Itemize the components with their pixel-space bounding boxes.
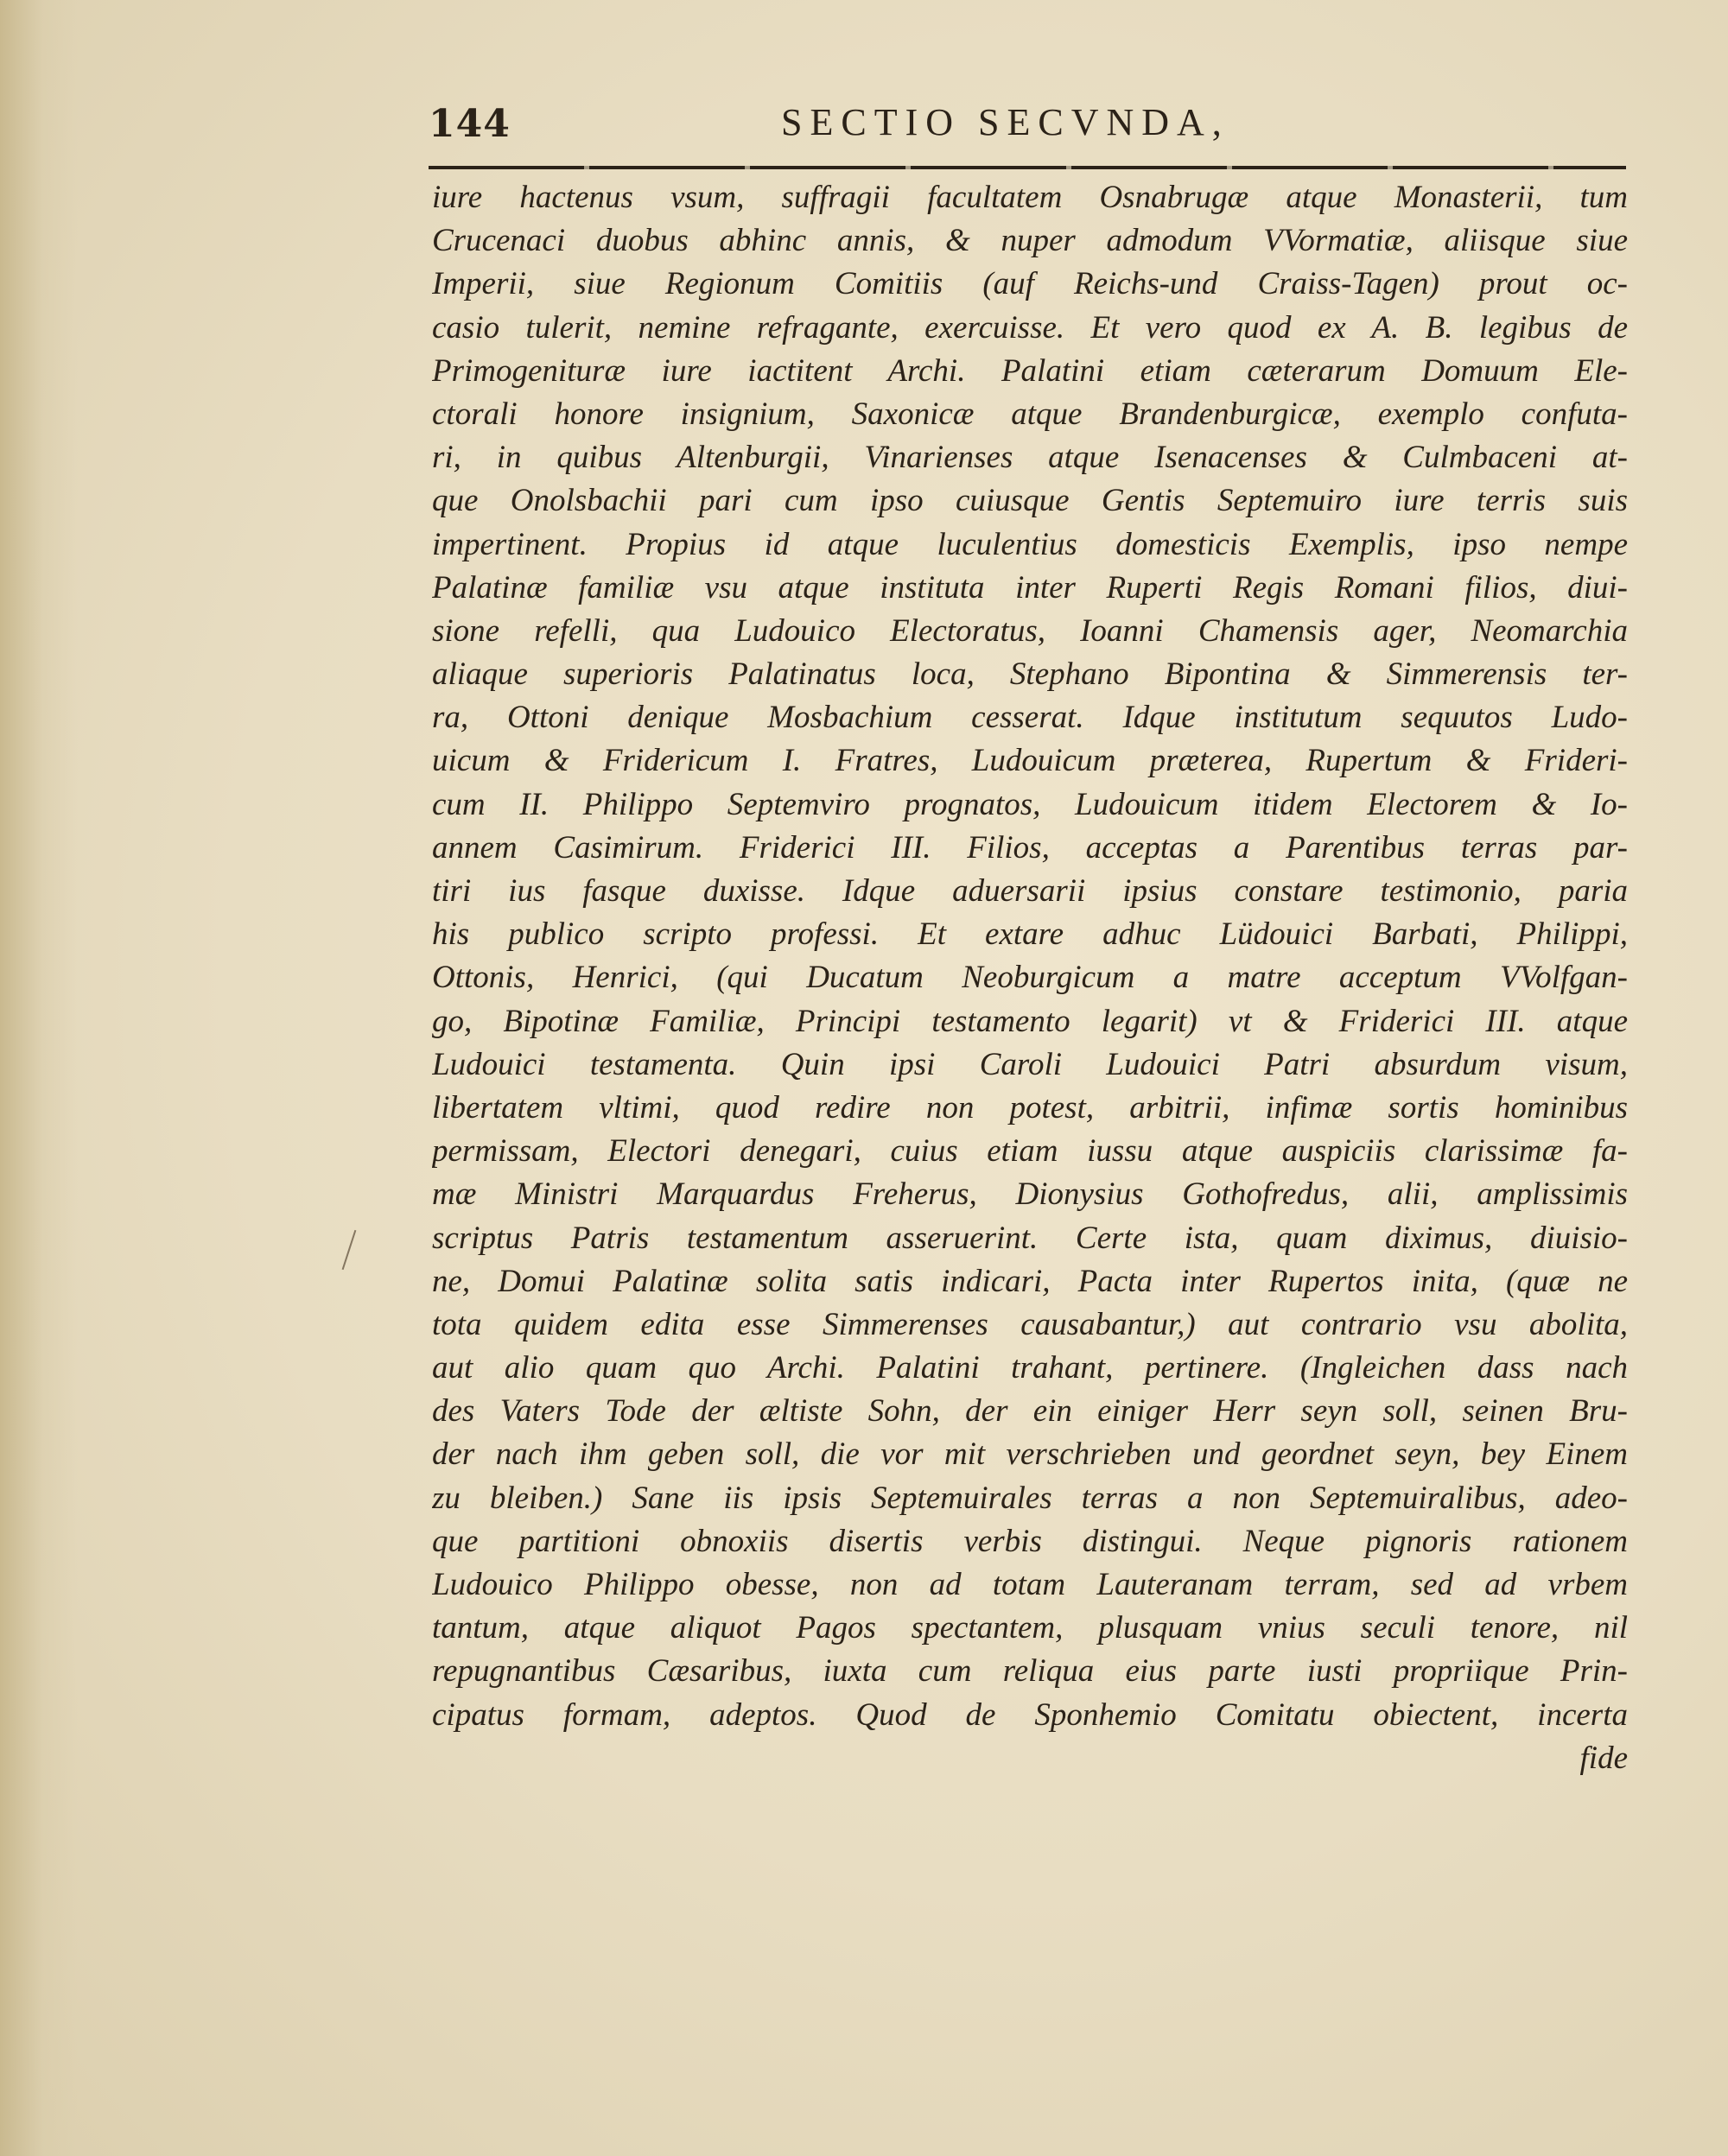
text-line: zu bleiben.) Sane iis ipsis Septemuirales terras a non Septemuiralibus, adeo- <box>432 1480 1628 1516</box>
text-line: Ottonis, Henrici, (qui Ducatum Neoburgicum a matre acceptum VVolfgan- <box>432 960 1628 996</box>
text-line: iure hactenus vsum, suffragii facultatem Osnabrugæ atque Monasterii, tum <box>432 180 1628 215</box>
text-line: libertatem vltimi, quod redire non potest, arbitrii, infimæ sortis hominibus <box>432 1089 1628 1126</box>
text-line: der nach ihm geben soll, die vor mit verschrieben und geordnet seyn, bey Einem <box>432 1436 1628 1473</box>
text-line: go, Bipotinæ Familiæ, Principi testamento legarit) vt & Friderici III. atque <box>432 1003 1628 1039</box>
text-line: ne, Domui Palatinæ solita satis indicari, Pacta inter Rupertos inita, (quæ ne <box>432 1263 1628 1299</box>
text-line: que partitioni obnoxiis disertis verbis distingui. Neque pignoris rationem <box>432 1523 1628 1559</box>
text-line: Crucenaci duobus abhinc annis, & nuper admodum VVormatiæ, aliisque siue <box>432 223 1628 259</box>
page-header <box>429 97 1626 149</box>
text-line: Ludouico Philippo obesse, non ad totam Lauteranam terram, sed ad vrbem <box>432 1567 1628 1602</box>
text-line: aut alio quam quo Archi. Palatini trahant, pertinere. (Ingleichen dass nach <box>432 1350 1628 1386</box>
text-line: cipatus formam, adeptos. Quod de Sponhemio Comitatu obiectent, incerta <box>432 1696 1628 1733</box>
gutter-shadow <box>0 0 78 2156</box>
text-line: tantum, atque aliquot Pagos spectantem, plusquam vnius seculi tenore, nil <box>432 1610 1628 1646</box>
catchword: fide <box>1579 1740 1628 1776</box>
text-line: Palatinæ familiæ vsu atque instituta inter Ruperti Regis Romani filios, diui- <box>432 569 1628 606</box>
text-line: annem Casimirum. Friderici III. Filios, acceptas a Parentibus terras par- <box>432 829 1628 866</box>
text-line: aliaque superioris Palatinatus loca, Stephano Bipontina & Simmerensis ter- <box>432 656 1628 693</box>
margin-mark <box>342 1230 357 1270</box>
text-line: mæ Ministri Marquardus Freherus, Dionysius Gothofredus, alii, amplissimis <box>432 1176 1628 1213</box>
text-line: permissam, Electori denegari, cuius etiam iussu atque auspiciis clarissimæ fa- <box>432 1133 1628 1170</box>
body-text <box>432 176 1628 1780</box>
text-line: casio tulerit, nemine refragante, exercuisse. Et vero quod ex A. B. legibus de <box>432 309 1628 346</box>
text-line: repugnantibus Cæsaribus, iuxta cum reliqua eius parte iusti propriique Prin- <box>432 1653 1628 1690</box>
text-line: ra, Ottoni denique Mosbachium cesserat. Idque institutum sequutos Ludo- <box>432 700 1628 736</box>
text-line: des Vaters Tode der æltiste Sohn, der ein einiger Herr seyn soll, seinen Bru- <box>432 1393 1628 1430</box>
page-number: 144 <box>429 102 511 146</box>
text-line: cum II. Philippo Septemviro prognatos, Ludouicum itidem Electorem & Io- <box>432 786 1628 822</box>
text-line: ri, in quibus Altenburgii, Vinarienses atque Isenacenses & Culmbaceni at- <box>432 440 1628 476</box>
text-line: ctorali honore insignium, Saxonicæ atque Brandenburgicæ, exemplo confuta- <box>432 396 1628 432</box>
text-line: que Onolsbachii pari cum ipso cuiusque Gentis Septemuiro iure terris suis <box>432 483 1628 519</box>
text-line: tota quidem edita esse Simmerenses causabantur,) aut contrario vsu abolita, <box>432 1306 1628 1342</box>
text-line: tiri ius fasque duxisse. Idque aduersarii ipsius constare testimonio, paria <box>432 873 1628 909</box>
text-line: sione refelli, qua Ludouico Electoratus, Ioanni Chamensis ager, Neomarchia <box>432 612 1628 649</box>
text-line: Imperii, siue Regionum Comitiis (auf Reichs-und Craiss-Tagen) prout oc- <box>432 266 1628 302</box>
running-head: SECTIO SECVNDA, <box>781 101 1229 143</box>
text-line: Ludouici testamenta. Quin ipsi Caroli Ludouici Patri absurdum visum, <box>432 1046 1628 1082</box>
text-line: scriptus Patris testamentum asseruerint. Certe ista, quam diximus, diuisio- <box>432 1220 1628 1256</box>
text-line: impertinent. Propius id atque luculentius domesticis Exemplis, ipso nempe <box>432 526 1628 562</box>
text-line: uicum & Fridericum I. Fratres, Ludouicum præterea, Rupertum & Frideri- <box>432 743 1628 779</box>
text-line: Primogenituræ iure iactitent Archi. Palatini etiam cæterarum Domuum Ele- <box>432 352 1628 389</box>
header-rule <box>429 166 1626 169</box>
text-line: his publico scripto professi. Et extare adhuc Lüdouici Barbati, Philippi, <box>432 916 1628 953</box>
